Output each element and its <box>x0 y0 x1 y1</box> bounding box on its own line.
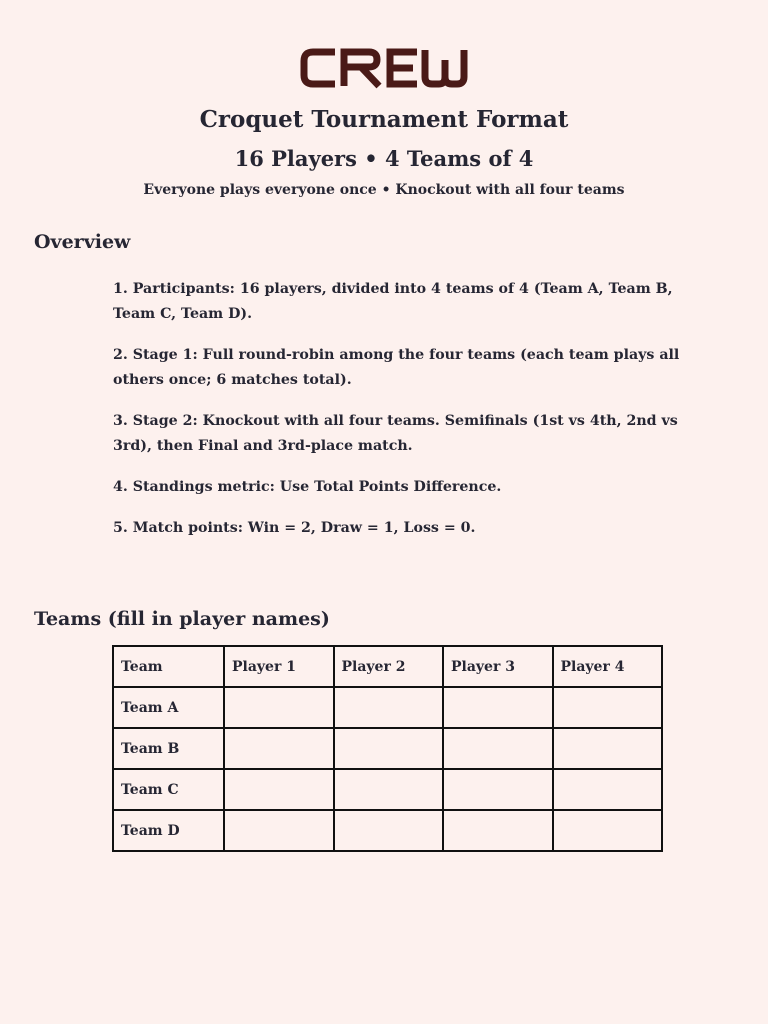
column-header-player-2: Player 2 <box>334 646 444 687</box>
crew-logo-mark <box>299 46 469 90</box>
player-name-cell[interactable] <box>334 728 444 769</box>
teams-table <box>112 645 663 852</box>
document-title: Croquet Tournament Format <box>199 106 569 133</box>
player-name-cell[interactable] <box>224 769 334 810</box>
table-row <box>113 810 662 851</box>
overview-heading: Overview <box>34 231 131 253</box>
teams-heading: Teams (fill in player names) <box>34 608 330 630</box>
player-name-cell[interactable] <box>334 769 444 810</box>
player-name-cell[interactable] <box>443 769 553 810</box>
team-name-cell: Team A <box>113 687 224 728</box>
column-header-player-1: Player 1 <box>224 646 334 687</box>
player-name-cell[interactable] <box>224 687 334 728</box>
player-name-cell[interactable] <box>553 769 663 810</box>
column-header-player-3: Player 3 <box>443 646 553 687</box>
column-header-team: Team <box>113 646 224 687</box>
overview-item: 1. Participants: 16 players, divided into 4 teams of 4 (Team A, Team B, Team C, Team D). <box>113 281 673 322</box>
player-name-cell[interactable] <box>443 728 553 769</box>
overview-item: 5. Match points: Win = 2, Draw = 1, Loss = 0. <box>113 520 476 536</box>
player-name-cell[interactable] <box>553 810 663 851</box>
crew-logo <box>0 40 768 96</box>
player-name-cell[interactable] <box>224 728 334 769</box>
overview-item: 3. Stage 2: Knockout with all four teams. Semifinals (1st vs 4th, 2nd vs 3rd), then Final and 3rd-place match. <box>113 413 678 454</box>
document-subtitle: 16 Players • 4 Teams of 4 <box>234 146 534 171</box>
player-name-cell[interactable] <box>334 810 444 851</box>
table-row <box>113 769 662 810</box>
player-name-cell[interactable] <box>224 810 334 851</box>
overview-item: 2. Stage 1: Full round-robin among the four teams (each team plays all others once; 6 matches total). <box>113 347 680 388</box>
player-name-cell[interactable] <box>443 810 553 851</box>
document-tagline: Everyone plays everyone once • Knockout with all four teams <box>143 182 625 198</box>
table-row <box>113 687 662 728</box>
table-header-row <box>113 646 662 687</box>
team-name-cell: Team B <box>113 728 224 769</box>
column-header-player-4: Player 4 <box>553 646 663 687</box>
player-name-cell[interactable] <box>553 687 663 728</box>
overview-list <box>113 277 713 557</box>
player-name-cell[interactable] <box>443 687 553 728</box>
player-name-cell[interactable] <box>334 687 444 728</box>
team-name-cell: Team C <box>113 769 224 810</box>
player-name-cell[interactable] <box>553 728 663 769</box>
overview-item: 4. Standings metric: Use Total Points Difference. <box>113 479 502 495</box>
table-row <box>113 728 662 769</box>
team-name-cell: Team D <box>113 810 224 851</box>
